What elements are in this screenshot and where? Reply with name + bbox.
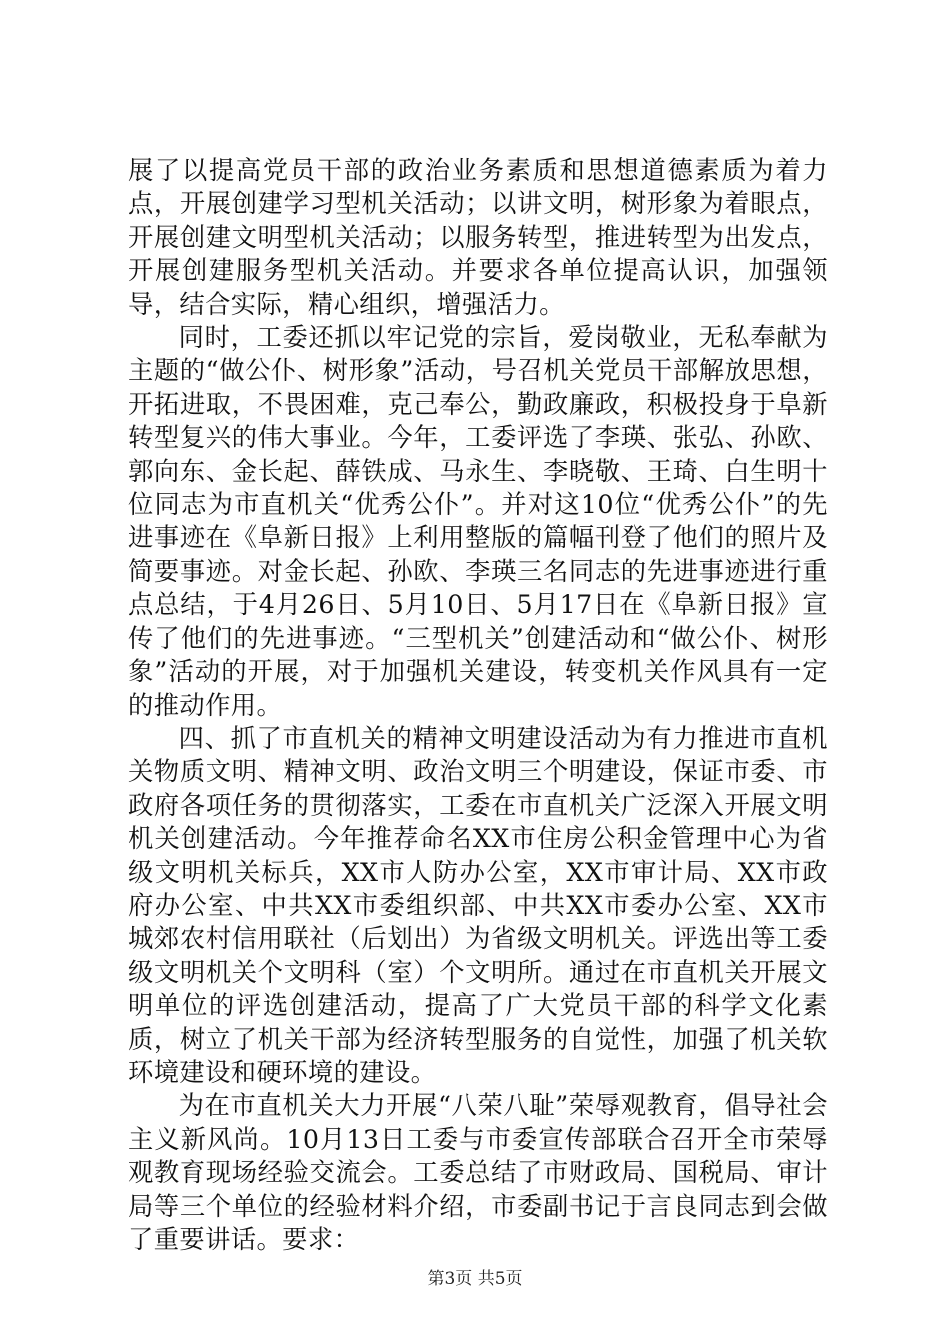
paragraph-civilization-building: 四、抓了市直机关的精神文明建设活动为有力推进市直机关物质文明、精神文明、政治文明三个明建设，保证市委、市政府各项任务的贯彻落实，工委在市直机关广泛深入开展文明机关创建活动。今年推荐命名XX市住房公积金管理中心为省级文明机关标兵，XX市人防办公室，XX市审计局、XX市政府办公室、中共XX市委组织部、中共XX市委办公室、XX市城郊农村信用联社（后划出）为省级文明机关。评选出等工委级文明机关个文明科（室）个文明所。通过在市直机关开展文明单位的评选创建活动，提高了广大党员干部的科学文化素质，树立了机关干部为经济转型服务的自觉性，加强了机关软环境建设和硬环境的建设。 (128, 723, 828, 1087)
paragraph-honor-education: 为在市直机关大力开展“八荣八耻”荣辱观教育，倡导社会主义新风尚。10月13日工委与市委宣传部联合召开全市荣辱观教育现场经验交流会。工委总结了市财政局、国税局、审计局等三个单位的经验材料介绍，市委副书记于言良同志到会做了重要讲话。要求： (128, 1091, 828, 1254)
document-body (128, 154, 828, 1256)
page-number-footer: 第3页 共5页 (427, 1269, 523, 1289)
paragraph-model-servant: 同时，工委还抓以牢记党的宗旨，爱岗敬业，无私奉献为主题的“做公仆、树形象”活动，号召机关党员干部解放思想，开拓进取，不畏困难，克己奉公，勤政廉政，积极投身于阜新转型复兴的伟大事业。今年，工委评选了李瑛、张弘、孙欧、郭向东、金长起、薛铁成、马永生、李晓敬、王琦、白生明十位同志为市直机关“优秀公仆”。并对这10位“优秀公仆”的先进事迹在《阜新日报》上利用整版的篇幅刊登了他们的照片及简要事迹。对金长起、孙欧、李瑛三名同志的先进事迹进行重点总结，于4月26日、5月10日、5月17日在《阜新日报》宣传了他们的先进事迹。“三型机关”创建活动和“做公仆、树形象”活动的开展，对于加强机关建设，转变机关作风具有一定的推动作用。 (128, 323, 828, 720)
paragraph-continuation: 展了以提高党员干部的政治业务素质和思想道德素质为着力点，开展创建学习型机关活动；以讲文明，树形象为着眼点，开展创建文明型机关活动；以服务转型，推进转型为出发点，开展创建服务型机关活动。并要求各单位提高认识，加强领导，结合实际，精心组织，增强活力。 (128, 156, 828, 319)
